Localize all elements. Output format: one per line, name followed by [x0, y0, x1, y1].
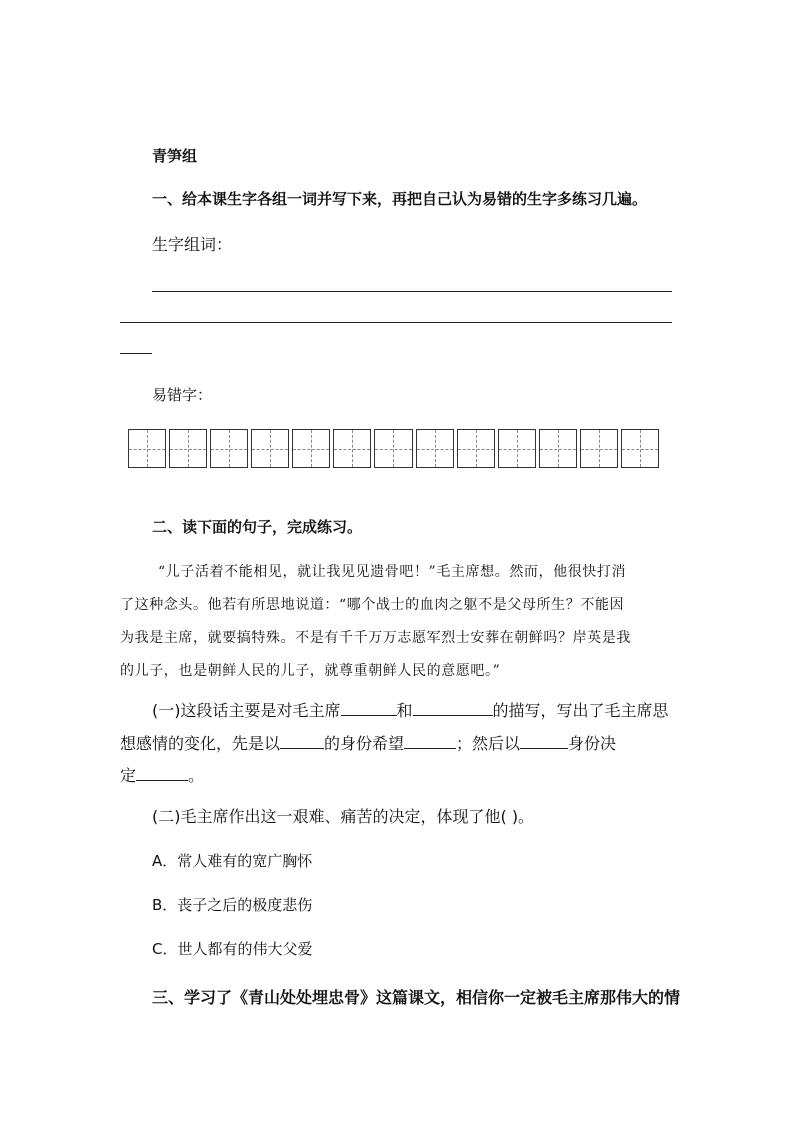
sub2-question: (二)毛主席作出这一艰难、痛苦的决定，体现了他( )。	[152, 807, 535, 826]
grid-cell[interactable]	[539, 429, 577, 468]
cell-guide-horizontal	[499, 449, 535, 450]
grid-cell[interactable]	[292, 429, 330, 468]
cell-guide-horizontal	[375, 449, 411, 450]
option-c[interactable]: C．世人都有的伟大父爱	[152, 940, 313, 958]
cell-guide-horizontal	[293, 449, 329, 450]
blank-2[interactable]	[413, 701, 493, 716]
grid-cell[interactable]	[251, 429, 289, 468]
blank-6[interactable]	[136, 766, 188, 781]
cell-guide-horizontal	[129, 449, 165, 450]
errors-label: 易错字：	[152, 386, 213, 404]
sub1-text-a: (一)这段话主要是对毛主席	[152, 701, 341, 720]
sub1-line-1	[152, 698, 669, 721]
blank-1[interactable]	[341, 701, 397, 716]
passage-line-2: 了这种念头。他若有所思地说道：“哪个战士的血肉之躯不是父母所生？不能因	[120, 597, 625, 613]
cell-guide-horizontal	[622, 449, 658, 450]
q3-title: 三、学习了《青山处处埋忠骨》这篇课文，相信你一定被毛主席那伟大的情	[152, 988, 681, 1007]
grid-cell[interactable]	[210, 429, 248, 468]
option-a[interactable]: A．常人难有的宽广胸怀	[152, 852, 313, 870]
sub1-text-g: 身份决	[568, 734, 617, 753]
cell-guide-horizontal	[334, 449, 370, 450]
cell-guide-horizontal	[458, 449, 494, 450]
grid-cell[interactable]	[457, 429, 495, 468]
sub1-text-d: 想感情的变化，先是以	[120, 734, 281, 753]
blank-5[interactable]	[520, 734, 568, 749]
sub1-text-i: 。	[188, 766, 205, 785]
sub1-line-3	[120, 763, 204, 786]
answer-line-1[interactable]	[152, 291, 672, 292]
group-name: 青笋组	[152, 147, 198, 165]
sub1-text-b: 和	[396, 701, 413, 720]
passage-line-1: “儿子活着不能相见，就让我见见遗骨吧！”毛主席想。然而，他很快打消	[158, 564, 627, 580]
cell-guide-horizontal	[252, 449, 288, 450]
sub1-text-h: 定	[120, 766, 137, 785]
grid-cell[interactable]	[128, 429, 166, 468]
writing-grid	[128, 429, 662, 470]
grid-cell[interactable]	[580, 429, 618, 468]
grid-cell[interactable]	[621, 429, 659, 468]
sub1-line-2	[120, 731, 616, 754]
grid-cell[interactable]	[498, 429, 536, 468]
option-b[interactable]: B．丧子之后的极度悲伤	[152, 896, 313, 914]
passage-line-3: 为我是主席，就要搞特殊。不是有千千万万志愿军烈士安葬在朝鲜吗？岸英是我	[120, 630, 631, 646]
answer-line-2[interactable]	[120, 322, 672, 323]
grid-cell[interactable]	[374, 429, 412, 468]
cell-guide-horizontal	[170, 449, 206, 450]
q2-title: 二、读下面的句子，完成练习。	[152, 518, 363, 536]
words-label: 生字组词：	[152, 235, 233, 254]
cell-guide-horizontal	[211, 449, 247, 450]
cell-guide-horizontal	[581, 449, 617, 450]
blank-4[interactable]	[404, 734, 456, 749]
cell-guide-horizontal	[417, 449, 453, 450]
sub1-text-f: ；然后以	[456, 734, 521, 753]
passage-line-4: 的儿子，也是朝鲜人民的儿子，就尊重朝鲜人民的意愿吧。”	[120, 663, 501, 679]
answer-line-3[interactable]	[120, 353, 152, 354]
grid-cell[interactable]	[333, 429, 371, 468]
grid-cell[interactable]	[416, 429, 454, 468]
grid-cell[interactable]	[169, 429, 207, 468]
blank-3[interactable]	[280, 734, 324, 749]
cell-guide-horizontal	[540, 449, 576, 450]
q1-title: 一、给本课生字各组一词并写下来，再把自己认为易错的生字多练习几遍。	[152, 190, 648, 208]
sub1-text-c: 的描写，写出了毛主席思	[492, 701, 669, 720]
sub1-text-e: 的身份希望	[324, 734, 405, 753]
